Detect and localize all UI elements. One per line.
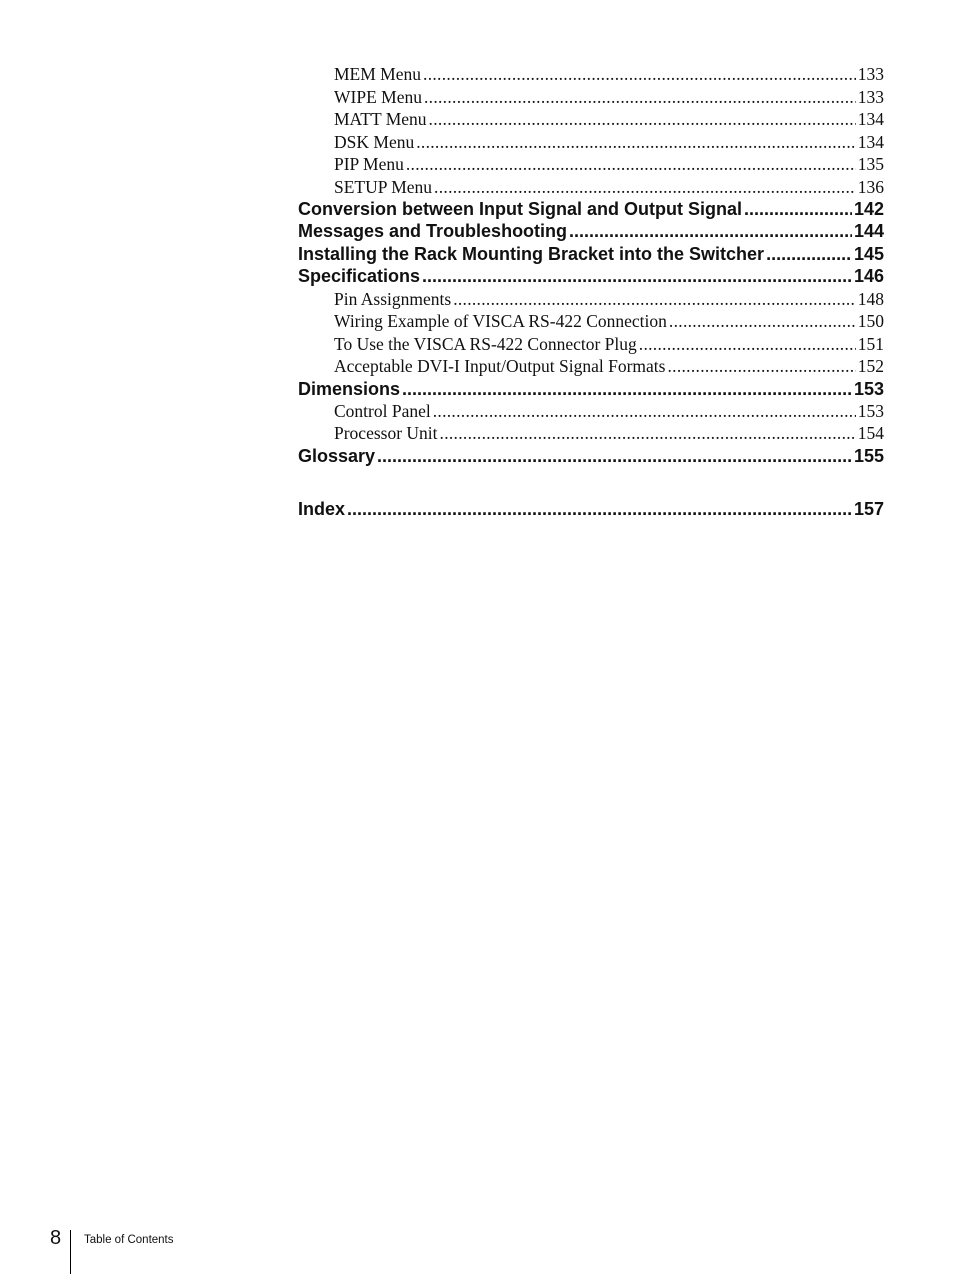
toc-entry-title: SETUP Menu	[334, 176, 433, 197]
toc-section[interactable]	[298, 445, 884, 467]
toc-dot-leader	[433, 400, 856, 423]
toc-entry-title: Pin Assignments	[334, 288, 452, 309]
toc-section-page: 144	[853, 221, 884, 242]
toc-section-page: 142	[853, 199, 884, 219]
toc-section[interactable]	[298, 265, 884, 287]
toc-dot-leader	[423, 63, 856, 86]
toc-dot-leader	[416, 131, 856, 154]
page-number: 8	[50, 1227, 62, 1249]
toc-entry[interactable]	[298, 131, 884, 154]
toc-section[interactable]	[298, 198, 884, 220]
toc-section-title: Dimensions	[298, 378, 401, 399]
toc-section-page: 153	[853, 378, 884, 399]
toc-dot-leader	[422, 265, 852, 287]
toc-entry[interactable]	[298, 63, 884, 86]
toc-dot-leader	[424, 86, 856, 109]
toc-entry[interactable]	[298, 176, 884, 199]
toc-entry-page: 134	[857, 131, 884, 152]
footer-section-label: Table of Contents	[84, 1234, 174, 1246]
toc-entry-title: MEM Menu	[334, 64, 422, 84]
toc-entry[interactable]	[298, 310, 884, 333]
toc-dot-leader	[406, 153, 856, 176]
toc-entry-title: To Use the VISCA RS-422 Connector Plug	[334, 333, 637, 354]
toc-entry[interactable]	[298, 355, 884, 378]
toc-section-title: Messages and Troubleshooting	[298, 221, 568, 242]
toc-section-page: 146	[853, 266, 884, 287]
toc-entry-page: 150	[857, 311, 884, 332]
toc-entry-page: 148	[857, 288, 884, 309]
toc-dot-leader	[402, 378, 852, 400]
toc-entry-page: 154	[857, 423, 884, 444]
toc-section-page: 145	[853, 243, 884, 264]
toc-entry-page: 134	[857, 109, 884, 129]
toc-section-title: Conversion between Input Signal and Output Signal	[298, 199, 743, 219]
toc-entry-title: DSK Menu	[334, 131, 415, 152]
toc-section-title: Specifications	[298, 266, 421, 287]
toc-dot-leader	[377, 445, 852, 467]
toc-entry-title: Processor Unit	[334, 423, 438, 444]
toc-entry-title: Wiring Example of VISCA RS-422 Connection	[334, 311, 667, 332]
toc-dot-leader	[347, 498, 852, 520]
toc-entry[interactable]	[298, 422, 884, 445]
toc-entry-title: PIP Menu	[334, 154, 404, 174]
toc-section[interactable]	[298, 378, 884, 400]
toc-entry[interactable]	[298, 86, 884, 109]
toc-section-title: Glossary	[298, 445, 376, 466]
toc-entry-page: 153	[857, 400, 884, 421]
toc-entry-page: 133	[857, 86, 884, 107]
toc-dot-leader	[667, 355, 855, 378]
toc-entry[interactable]	[298, 333, 884, 356]
toc-entry-title: WIPE Menu	[334, 86, 422, 107]
toc-section[interactable]	[298, 498, 884, 520]
toc-entry-title: Acceptable DVI-I Input/Output Signal Formats	[334, 356, 666, 377]
table-of-contents	[298, 63, 884, 521]
toc-dot-leader	[453, 288, 856, 311]
footer-divider	[70, 1230, 71, 1274]
toc-section-page: 157	[853, 499, 884, 520]
toc-section[interactable]	[298, 243, 884, 265]
toc-entry-page: 136	[857, 176, 884, 197]
toc-entry-page: 135	[857, 154, 884, 174]
toc-entry-page: 152	[857, 356, 884, 377]
toc-entry[interactable]	[298, 108, 884, 131]
toc-dot-leader	[669, 310, 856, 333]
toc-section-title: Installing the Rack Mounting Bracket into the Switcher	[298, 243, 765, 264]
toc-dot-leader	[639, 333, 856, 356]
toc-entry-title: Control Panel	[334, 400, 431, 421]
toc-entry[interactable]	[298, 288, 884, 311]
toc-section-page: 155	[853, 445, 884, 466]
toc-entry[interactable]	[298, 400, 884, 423]
toc-dot-leader	[569, 220, 852, 242]
toc-entry-page: 133	[857, 64, 884, 84]
toc-dot-leader	[434, 176, 856, 199]
toc-dot-leader	[766, 243, 852, 265]
toc-section[interactable]	[298, 220, 884, 242]
toc-entry-title: MATT Menu	[334, 109, 427, 129]
toc-entry[interactable]	[298, 153, 884, 176]
toc-dot-leader	[744, 198, 852, 220]
toc-section-title: Index	[298, 499, 346, 520]
toc-dot-leader	[440, 422, 856, 445]
toc-dot-leader	[429, 108, 856, 131]
toc-entry-page: 151	[857, 333, 884, 354]
